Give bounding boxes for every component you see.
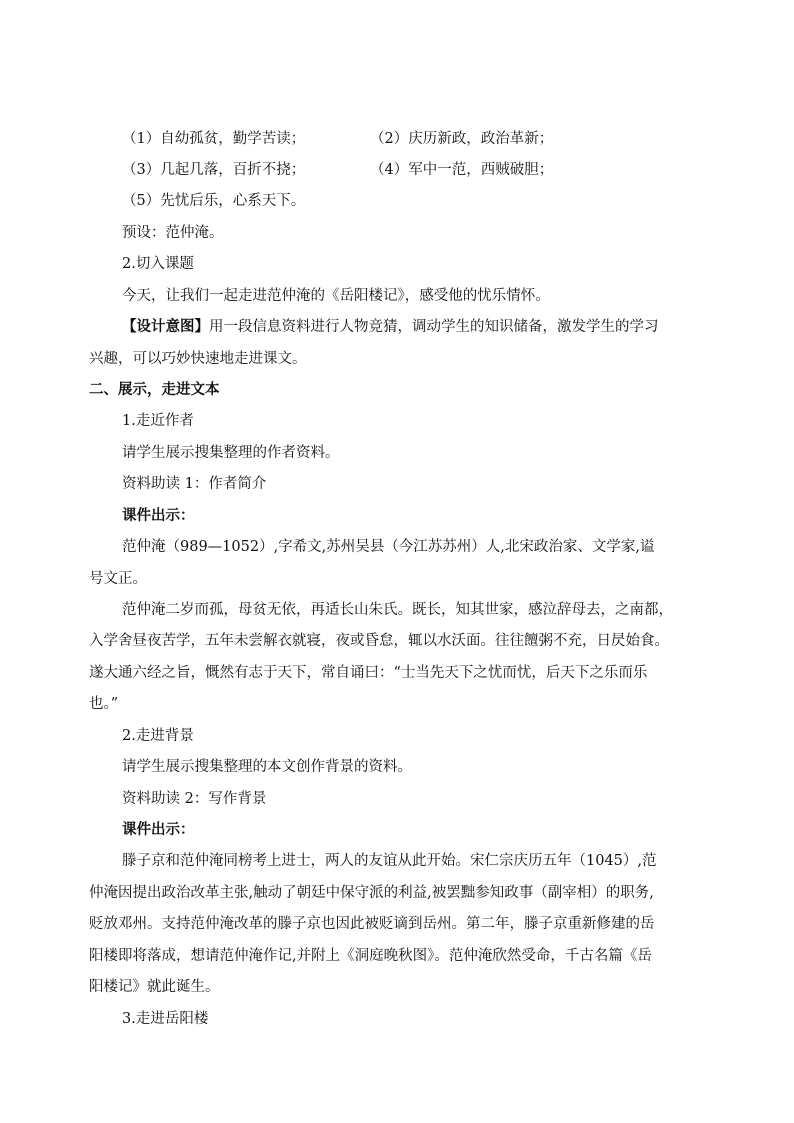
instruction: 请学生展示搜集整理的作者资料。 — [122, 445, 340, 461]
background-line: 阳楼即将落成，想请范仲淹作记,并附上《洞庭晚秋图》。范仲淹欣然受命，千古名篇《岳 — [89, 948, 652, 964]
background-line: 滕子京和范仲淹同榜考上进士，两人的友谊从此开始。宋仁宗庆历五年（1045）,范 — [122, 853, 657, 869]
background-line: 阳楼记》就此诞生。 — [89, 979, 220, 995]
section-heading: 二、展示，走进文本 — [89, 381, 220, 398]
background-line: 贬放邓州。支持范仲淹改革的滕子京也因此被贬谪到岳州。第二年，滕子京重新修建的岳 — [89, 916, 655, 932]
option-1: （1）自幼孤贫，勤学苦读； — [122, 131, 306, 147]
paragraph-continuation: 兴趣，可以巧妙快速地走进课文。 — [89, 351, 307, 367]
option-2: （2）庆历新政，政治革新； — [370, 131, 554, 147]
design-intent-label: 【设计意图】 — [122, 318, 209, 335]
courseware-label: 课件出示： — [122, 507, 195, 524]
design-intent-text: 用一段信息资料进行人物竞猜，调动学生的知识储备，激发学生的学习 — [209, 319, 659, 335]
step-title: 2.切入课题 — [122, 256, 194, 272]
author-bio-line: 遂大通六经之旨，慨然有志于天下，常自诵曰：“士当先天下之忧而忧，后天下之乐而乐 — [89, 665, 648, 681]
author-intro-line: 号文正。 — [89, 571, 147, 587]
background-line: 仲淹因提出政治改革主张,触动了朝廷中保守派的利益,被罢黜参知政事（副宰相）的职务, — [89, 885, 654, 901]
step-title: 2.走进背景 — [122, 728, 194, 744]
courseware-label: 课件出示： — [122, 821, 195, 838]
reading-aid-label: 资料助读 1：作者简介 — [122, 476, 267, 492]
option-4: （4）军中一范，西贼破胆； — [370, 162, 554, 178]
option-5: （5）先忧后乐，心系天下。 — [122, 193, 306, 209]
step-title: 1.走近作者 — [122, 413, 194, 429]
step-title: 3.走进岳阳楼 — [122, 1011, 209, 1027]
preset-answer: 预设：范仲淹。 — [122, 225, 224, 241]
author-intro-line: 范仲淹（989—1052）,字希文,苏州吴县（今江苏苏州）人,北宋政治家、文学家,谥 — [122, 539, 655, 555]
author-bio-line: 也。” — [89, 696, 119, 712]
author-bio-line: 范仲淹二岁而孤，母贫无依，再适长山朱氏。既长，知其世家，感泣辞母去，之南都， — [122, 602, 673, 618]
paragraph: 今天，让我们一起走进范仲淹的《岳阳楼记》，感受他的忧乐情怀。 — [122, 288, 550, 304]
design-intent-line — [122, 317, 659, 337]
reading-aid-label: 资料助读 2：写作背景 — [122, 791, 267, 807]
instruction: 请学生展示搜集整理的本文创作背景的资料。 — [122, 759, 412, 775]
author-bio-line: 入学舍昼夜苦学，五年未尝解衣就寝，夜或昏怠，辄以水沃面。往往饘粥不充，日昃始食。 — [89, 633, 669, 649]
option-3: （3）几起几落，百折不挠； — [122, 162, 306, 178]
